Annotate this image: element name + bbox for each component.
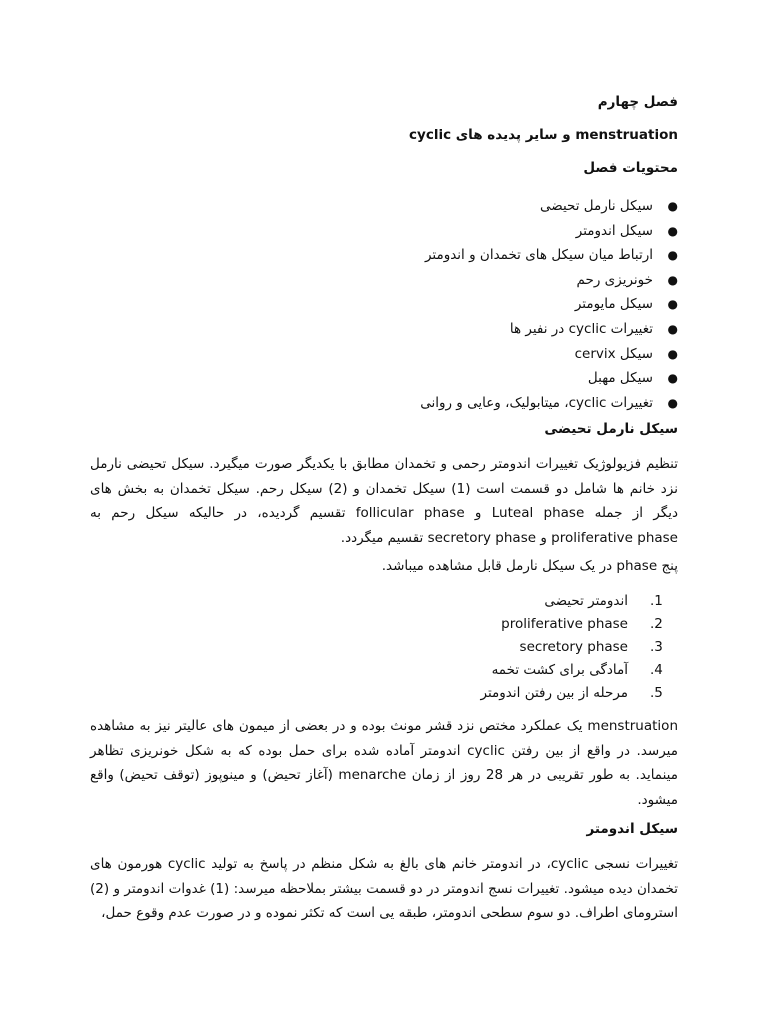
list-item: ● تغییرات cyclic در نفیر ها — [420, 317, 678, 342]
list-item: ● سیکل مهبل — [420, 366, 678, 391]
list-item: ● ارتباط میان سیکل های تخمدان و اندومتر — [420, 243, 678, 268]
list-item: ● سیکل مایومتر — [420, 292, 678, 317]
bullet-icon: ● — [667, 297, 678, 312]
list-item: .4 آمادگی برای کشت تخمه — [491, 662, 663, 678]
list-item: .2 proliferative phase — [501, 616, 663, 632]
phases-intro: پنج phase در یک سیکل نارمل قابل مشاهده میباشد. — [381, 558, 678, 574]
list-item: ● سیکل نارمل تحیضی — [420, 194, 678, 219]
list-item: ● تغییرات cyclic، میتابولیک، وعایی و روانی — [420, 391, 678, 416]
bullet-icon: ● — [667, 346, 678, 361]
bullet-icon: ● — [667, 199, 678, 213]
bullet-icon: ● — [667, 248, 678, 263]
contents-list — [420, 194, 678, 415]
bullet-icon: ● — [667, 223, 678, 238]
list-item: .5 مرحله از بین رفتن اندومتر — [480, 685, 663, 701]
bullet-icon: ● — [667, 371, 678, 386]
contents-heading: محتویات فصل — [583, 160, 678, 176]
paragraph: تنظیم فزیولوژیک تغییرات اندومتر رحمی و تخمدان مطابق با یکدیگر صورت میگیرد. سیکل تحیضی نارمل نزد خانم ها شامل دو قسمت است (1) سیکل تخمدان و (2) سیکل رحم. سیکل تخمدان به بخش های دیگر از جمله Luteal phase و follicular phase تقسیم گردیده، در حالیکه سیکل رحم به proliferative phase و secretory phase تقسیم میگردد. — [90, 456, 678, 546]
bullet-icon: ● — [667, 272, 678, 287]
phases-list — [481, 590, 678, 705]
list-item: .3 secretory phase — [519, 639, 663, 655]
chapter-title: فصل چهارم — [597, 94, 678, 110]
section-heading: سیکل نارمل تحیضی — [544, 421, 678, 437]
chapter-subtitle: menstruation و سایر پدیده های cyclic — [409, 127, 678, 143]
list-item: ● سیکل اندومتر — [420, 219, 678, 244]
section-heading: سیکل اندومتر — [586, 821, 678, 837]
list-item: .1 اندومتر تحیضی — [544, 593, 663, 609]
list-item: ● خونریزی رحم — [420, 268, 678, 293]
paragraph: menstruation یک عملکرد مختص نزد قشر مونث بوده و در بعضی از میمون های عالیتر نیز به مشاهده میرسد. در واقع از بین رفتن cyclic اندومتر آماده شده برای حمل بوده که به شکل خونریزی تظاهر مینماید. به طور تقریبی در هر 28 روز از زمان menarche (آغاز تحیض) و مینوپوز (توقف تحیض) واقع میشود. — [90, 718, 678, 808]
bullet-icon: ● — [667, 395, 678, 410]
list-item: ● سیکل cervix — [420, 342, 678, 367]
bullet-icon: ● — [667, 321, 678, 336]
paragraph: تغییرات نسجی cyclic، در اندومتر خانم های بالغ به شکل منظم در پاسخ به تولید cyclic هورمون های تخمدان دیده میشود. تغییرات نسج اندومتر در دو قسمت بیشتر بملاحظه میرسد: (1) غدوات اندومتر و (2) استرومای اطراف. دو سوم سطحی اندومتر، طبقه یی است که تکثر نموده و در صورت عدم وقوع حمل، — [90, 856, 678, 921]
